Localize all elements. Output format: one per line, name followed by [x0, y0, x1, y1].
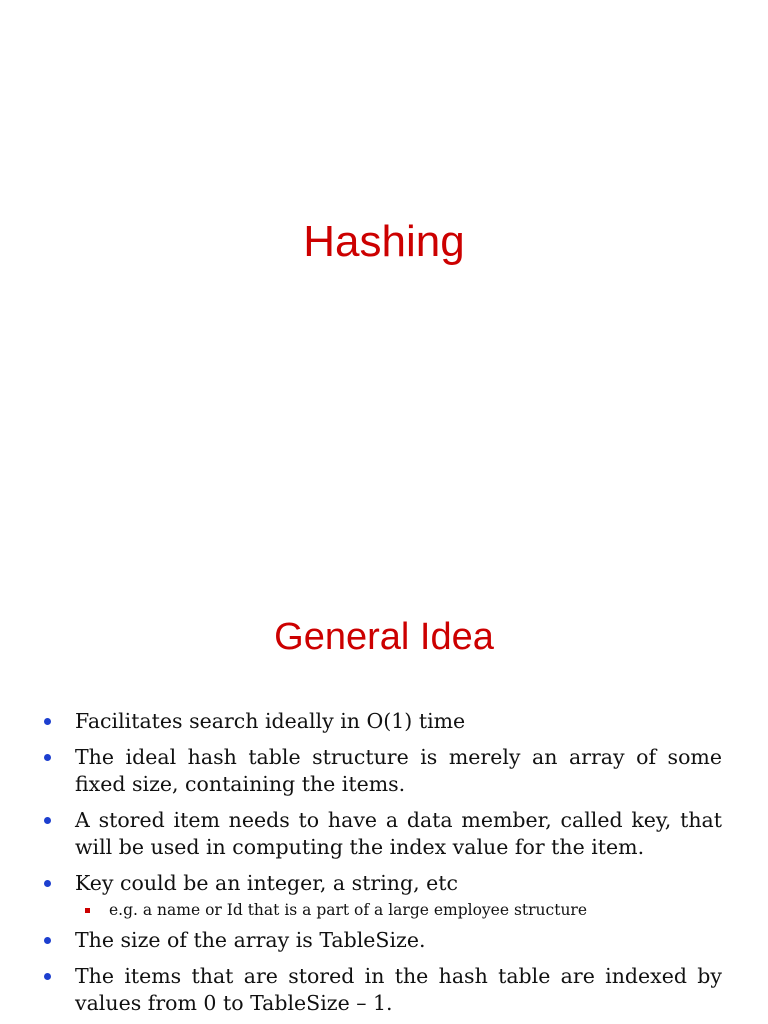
- bullet-item: [40, 870, 722, 921]
- bullet-dot-icon: [44, 973, 51, 980]
- bullet-dot-icon: [44, 718, 51, 725]
- bullet-text: The ideal hash table structure is merely an array of some fixed size, containing the items.: [75, 745, 722, 796]
- slide-title-general-idea: General Idea: [274, 616, 494, 658]
- sub-bullet-list: [75, 899, 722, 921]
- bullet-item: [40, 708, 722, 735]
- bullet-item: [40, 963, 722, 1017]
- bullet-item: [40, 744, 722, 798]
- bullet-item: [40, 807, 722, 861]
- bullet-text: A stored item needs to have a data member, called key, that will be used in computing the index value for the item.: [75, 808, 722, 859]
- bullet-list: [40, 708, 722, 1017]
- bullet-dot-icon: [44, 817, 51, 824]
- bullet-text: The items that are stored in the hash table are indexed by values from 0 to TableSize – 1.: [75, 964, 722, 1015]
- bullet-dot-icon: [44, 880, 51, 887]
- square-bullet-icon: [85, 908, 90, 913]
- bullet-text: The size of the array is TableSize.: [75, 928, 426, 952]
- sub-bullet-text: e.g. a name or Id that is a part of a large employee structure: [109, 901, 588, 919]
- sub-bullet-item: [75, 899, 722, 921]
- bullet-item: [40, 927, 722, 954]
- slide-title-hashing: Hashing: [303, 217, 465, 266]
- bullet-text: Facilitates search ideally in O(1) time: [75, 709, 466, 733]
- bullet-text: Key could be an integer, a string, etc: [75, 871, 458, 895]
- bullet-dot-icon: [44, 754, 51, 761]
- bullet-dot-icon: [44, 937, 51, 944]
